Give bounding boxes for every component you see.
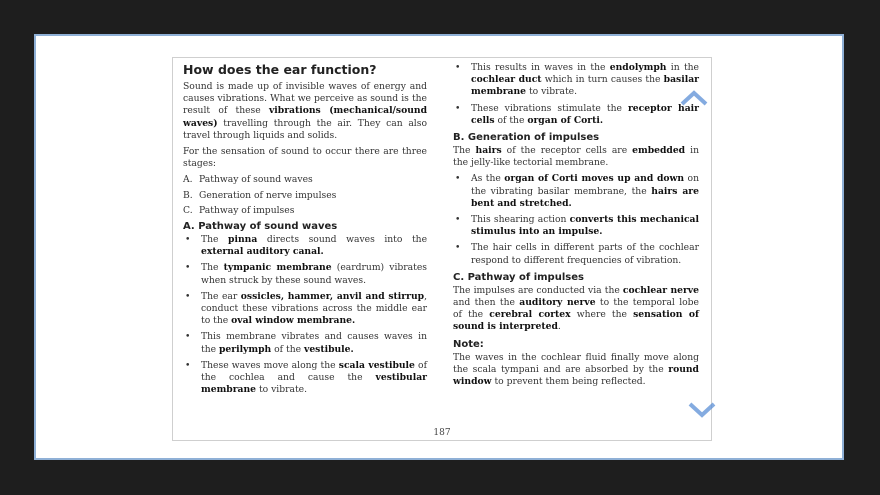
section-a-list [183,234,427,396]
list-item: • The pinna directs sound waves into the external auditory canal. [183,234,427,258]
list-item: • This shearing action converts this mechanical stimulus into an impulse. [453,214,699,238]
list-item: • This membrane vibrates and causes waves in the perilymph of the vestibule. [183,331,427,355]
list-item: • This results in waves in the endolymph in the cochlear duct which in turn causes the basilar membrane to vibrate. [453,62,699,99]
list-item: • As the organ of Corti moves up and down on the vibrating basilar membrane, the hairs are bent and stretched. [453,173,699,210]
section-b-heading: B. Generation of impulses [453,132,600,144]
right-column [453,62,699,392]
stages-list [183,174,427,217]
section-c-paragraph: The impulses are conducted via the cochlear nerve and then the auditory nerve to the temporal lobe of the cerebral cortex where the sensation of sound is interpreted. [453,284,699,333]
intro-paragraph: Sound is made up of invisible waves of energy and causes vibrations. What we perceive as sound is the result of these vibrations (mechanical/sound waves) travelling through the air. They can also travel through liquids and solids. [183,81,428,141]
stage-item: A. Pathway of sound waves [183,174,313,186]
note-paragraph: The waves in the cochlear fluid finally move along the scala tympani and are absorbed by the round window to prevent them being reflected. [453,351,699,388]
list-item: • The hair cells in different parts of the cochlear respond to different frequencies of vibration. [453,242,699,266]
stage-item: C. Pathway of impulses [183,204,295,216]
page-number: 187 [433,428,451,438]
chevron-up-icon [679,90,709,106]
note-heading: Note: [453,338,484,350]
stages-intro: For the sensation of sound to occur there are three stages: [183,146,427,170]
list-item: • These waves move along the scala vestibule of the cochlea and cause the vestibular membrane to vibrate. [183,360,427,397]
page-title: How does the ear function? [183,62,377,77]
list-item: • The ear ossicles, hammer, anvil and stirrup, conduct these vibrations across the middle ear to the oval window membrane. [183,291,427,328]
section-c-heading: C. Pathway of impulses [453,271,584,283]
section-b-list [453,173,699,266]
list-item: • The tympanic membrane (eardrum) vibrates when struck by these sound waves. [183,262,427,286]
section-a-heading: A. Pathway of sound waves [183,221,338,233]
section-b-paragraph: The hairs of the receptor cells are embedded in the jelly-like tectorial membrane. [453,145,700,169]
textbook-page [172,57,712,441]
section-a-list-continued [453,62,699,127]
stage-item: B. Generation of nerve impulses [183,189,337,201]
left-column [183,62,427,400]
list-item: • These vibrations stimulate the receptor hair cells of the organ of Corti. [453,103,699,127]
slide [34,34,844,460]
chevron-down-icon [687,402,717,418]
